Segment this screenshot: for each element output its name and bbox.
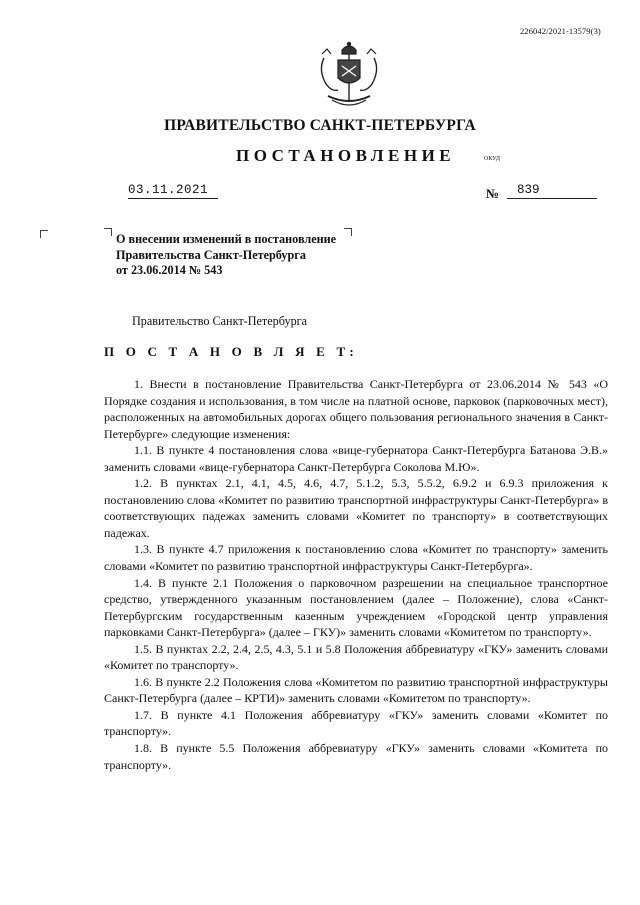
document-number: 839: [507, 183, 597, 199]
document-type-title: ПОСТАНОВЛЕНИЕ: [236, 146, 456, 165]
preamble: Правительство Санкт-Петербурга: [132, 314, 308, 328]
paragraph-1-3: 1.3. В пункте 4.7 приложения к постановлению слова «Комитет по транспорту» заменить словами «Комитет по развитию транспортной инфраструктуры Санкт-Петербурга».: [104, 542, 608, 574]
decree-heading: П О С Т А Н О В Л Я Е Т:: [104, 344, 358, 359]
paragraph-1-7: 1.7. В пункте 4.1 Положения аббревиатуру «ГКУ» заменить словами «Комитет по транспорту».: [104, 707, 608, 739]
decree-body: [104, 376, 608, 773]
paragraph-1-4: 1.4. В пункте 2.1 Положения о парковочном разрешении на специальное транспортное средство, утвержденного указанным постановлением (далее – Положение), слова «Санкт-Петербургским государственным казенным учреждением «Городской центр управления парковками Санкт-Петербурга» (далее – ГКУ)» заменить словами «Комитетом по транспорту».: [104, 575, 608, 640]
document-subject: [116, 232, 356, 279]
paragraph-1-5: 1.5. В пунктах 2.2, 2.4, 2.5, 4.3, 5.1 и 5.8 Положения аббревиатуру «ГКУ» заменить словами «Комитет по транспорту».: [104, 641, 608, 673]
paragraph-1-8: 1.8. В пункте 5.5 Положения аббревиатуру «ГКУ» заменить словами «Комитета по транспорту».: [104, 741, 608, 772]
subject-line: от 23.06.2014 № 543: [116, 263, 223, 278]
document-date: 03.11.2021: [128, 183, 218, 199]
subject-bracket-left-inner: [104, 228, 112, 236]
paragraph-1: 1. Внести в постановление Правительства Санкт-Петербурга от 23.06.2014 № 543 «О Порядке создания и использования, в том числе на платной основе, парковок (парковочных мест), расположенных на автомобильных дорогах общего пользования регионального значения в Санкт-Петербурге» следующие изменения:: [104, 377, 608, 441]
subject-line: О внесении изменений в постановление: [116, 232, 337, 246]
paragraph-1-1: 1.1. В пункте 4 постановления слова «вице-губернатора Санкт-Петербурга Батанова Э.В.» заменить словами «вице-губернатора Санкт-Петербурга Соколова М.Ю».: [104, 443, 608, 474]
paragraph-1-2: 1.2. В пунктах 2.1, 4.1, 4.5, 4.6, 4.7, 5.1.2, 5.3, 5.5.2, 6.9.2 и 6.9.3 приложения к постановлению слова «Комитет по развитию транспортной инфраструктуры Санкт-Петербурга» в соответствующих падежах заменить словами «Комитет по транспорту» в соответствующих падежах.: [104, 476, 608, 540]
document-registration-number: 226042/2021-13579(3): [520, 26, 601, 36]
paragraph-1-6: 1.6. В пункте 2.2 Положения слова «Комитетом по развитию транспортной инфраструктуры Санкт-Петербурга (далее – КРТИ)» заменить словами «Комитетом по транспорту».: [104, 674, 608, 706]
coat-of-arms-icon: [316, 40, 382, 110]
issuing-authority-title: ПРАВИТЕЛЬСТВО САНКТ-ПЕТЕРБУРГА: [164, 117, 476, 134]
number-sign: №: [486, 186, 500, 201]
subject-line: Правительства Санкт-Петербурга: [116, 247, 306, 262]
okud-label: ОКУД: [484, 156, 500, 162]
subject-bracket-left-outer: [40, 230, 48, 238]
